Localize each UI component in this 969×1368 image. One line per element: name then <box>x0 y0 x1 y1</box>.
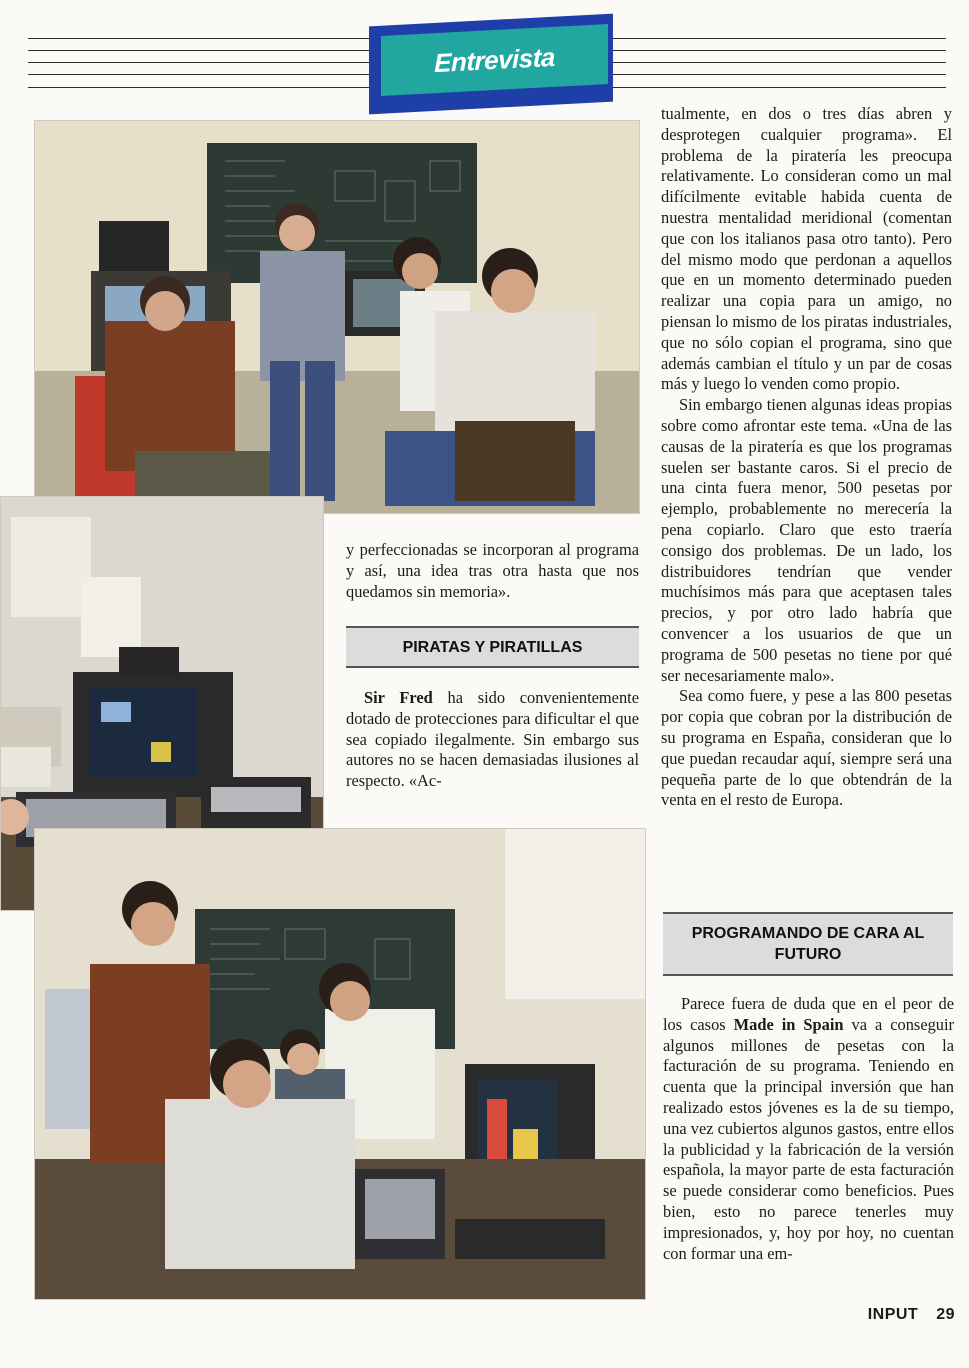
company-name-made-in-spain: Made in Spain <box>733 1014 844 1034</box>
right-paragraph-1: tualmente, en dos o tres días abren y desprotegen cualquier programa». El problema de la piratería les preocupa relativamente. Lo consideran como un mal difícilmente evitable habida cuenta de nuestra mentalidad meridional (comentan que con los italianos pasa otro tanto). Pero del mismo modo que perdonan a aquellos que en un momento determinado pueden realizar una copia para un amigo, no piensan lo mismo de los piratas industriales, que no sólo copian el programa, sino que además cambian el título y un par de cosas más y luego lo venden como propio. <box>661 104 952 394</box>
section-heading-programando: PROGRAMANDO DE CARA AL FUTURO <box>663 912 953 976</box>
group-photo-blackboard <box>34 120 640 514</box>
right-paragraph-3: Sea como fuere, y pese a las 800 pesetas por copia que cobran por la distribución de su programa en España, consideran que lo que puedan recaudar aquí, siempre será una pequeña parte de lo que obtendrán de la venta en el resto de Europa. <box>661 686 952 810</box>
section-heading-piratas: PIRATAS Y PIRATILLAS <box>346 626 639 668</box>
magazine-name: INPUT <box>867 1306 919 1323</box>
page-number: 29 <box>936 1306 955 1323</box>
right-column-paragraph-4: Parece fuera de duda que en el peor de los casos Made in Spain va a conseguir algunos millones de pesetas con la facturación de su programa. Teniendo en cuenta que la principal inversión que han realizado estos jóvenes es la de su tiempo, una vez cubiertos algunos gastos, entre ellos la publicidad y la fabricación de la versión española, la mayor parte de esta facturación se puede considerar como beneficios. Pues bien, esto no parece tenerles muy impresionados, y, hoy por hoy, no cuentan con formar una em- <box>663 994 954 1263</box>
left-column-paragraph-1: y perfeccionadas se incorporan al programa y así, una idea tras otra hasta que nos quedamos sin memoria». <box>346 540 639 601</box>
page-footer <box>868 1306 955 1324</box>
right-column-body <box>661 104 952 811</box>
group-at-computer-photo <box>34 828 646 1300</box>
program-name-sir-fred: Sir Fred <box>364 688 433 707</box>
left-column-paragraph-2: Sir Fred ha sido convenientemente dotado de protecciones para dificultar el que sea copiado ilegalmente. Sin embargo sus autores no se hacen demasiadas ilusiones al respecto. «Ac- <box>346 688 639 791</box>
right-paragraph-2: Sin embargo tienen algunas ideas propias sobre como afrontar este tema. «Una de las causas de la piratería es que los programas suelen ser bastante caros. Si el precio de una cinta fuera menor, 500 pesetas por ejemplo, probablemente no merecería la pena copiarlo. Claro que esto traería consigo dos problemas. De un lado, los distribuidores tendrían que vender muchísimos más para que aceptasen tales precios, y por otro lado habría que convencer a los usuarios de que un programa de 500 pesetas no tiene por qué ser necesariamente malo». <box>661 395 952 685</box>
section-label: Entrevista <box>434 41 555 78</box>
section-badge <box>381 24 608 96</box>
